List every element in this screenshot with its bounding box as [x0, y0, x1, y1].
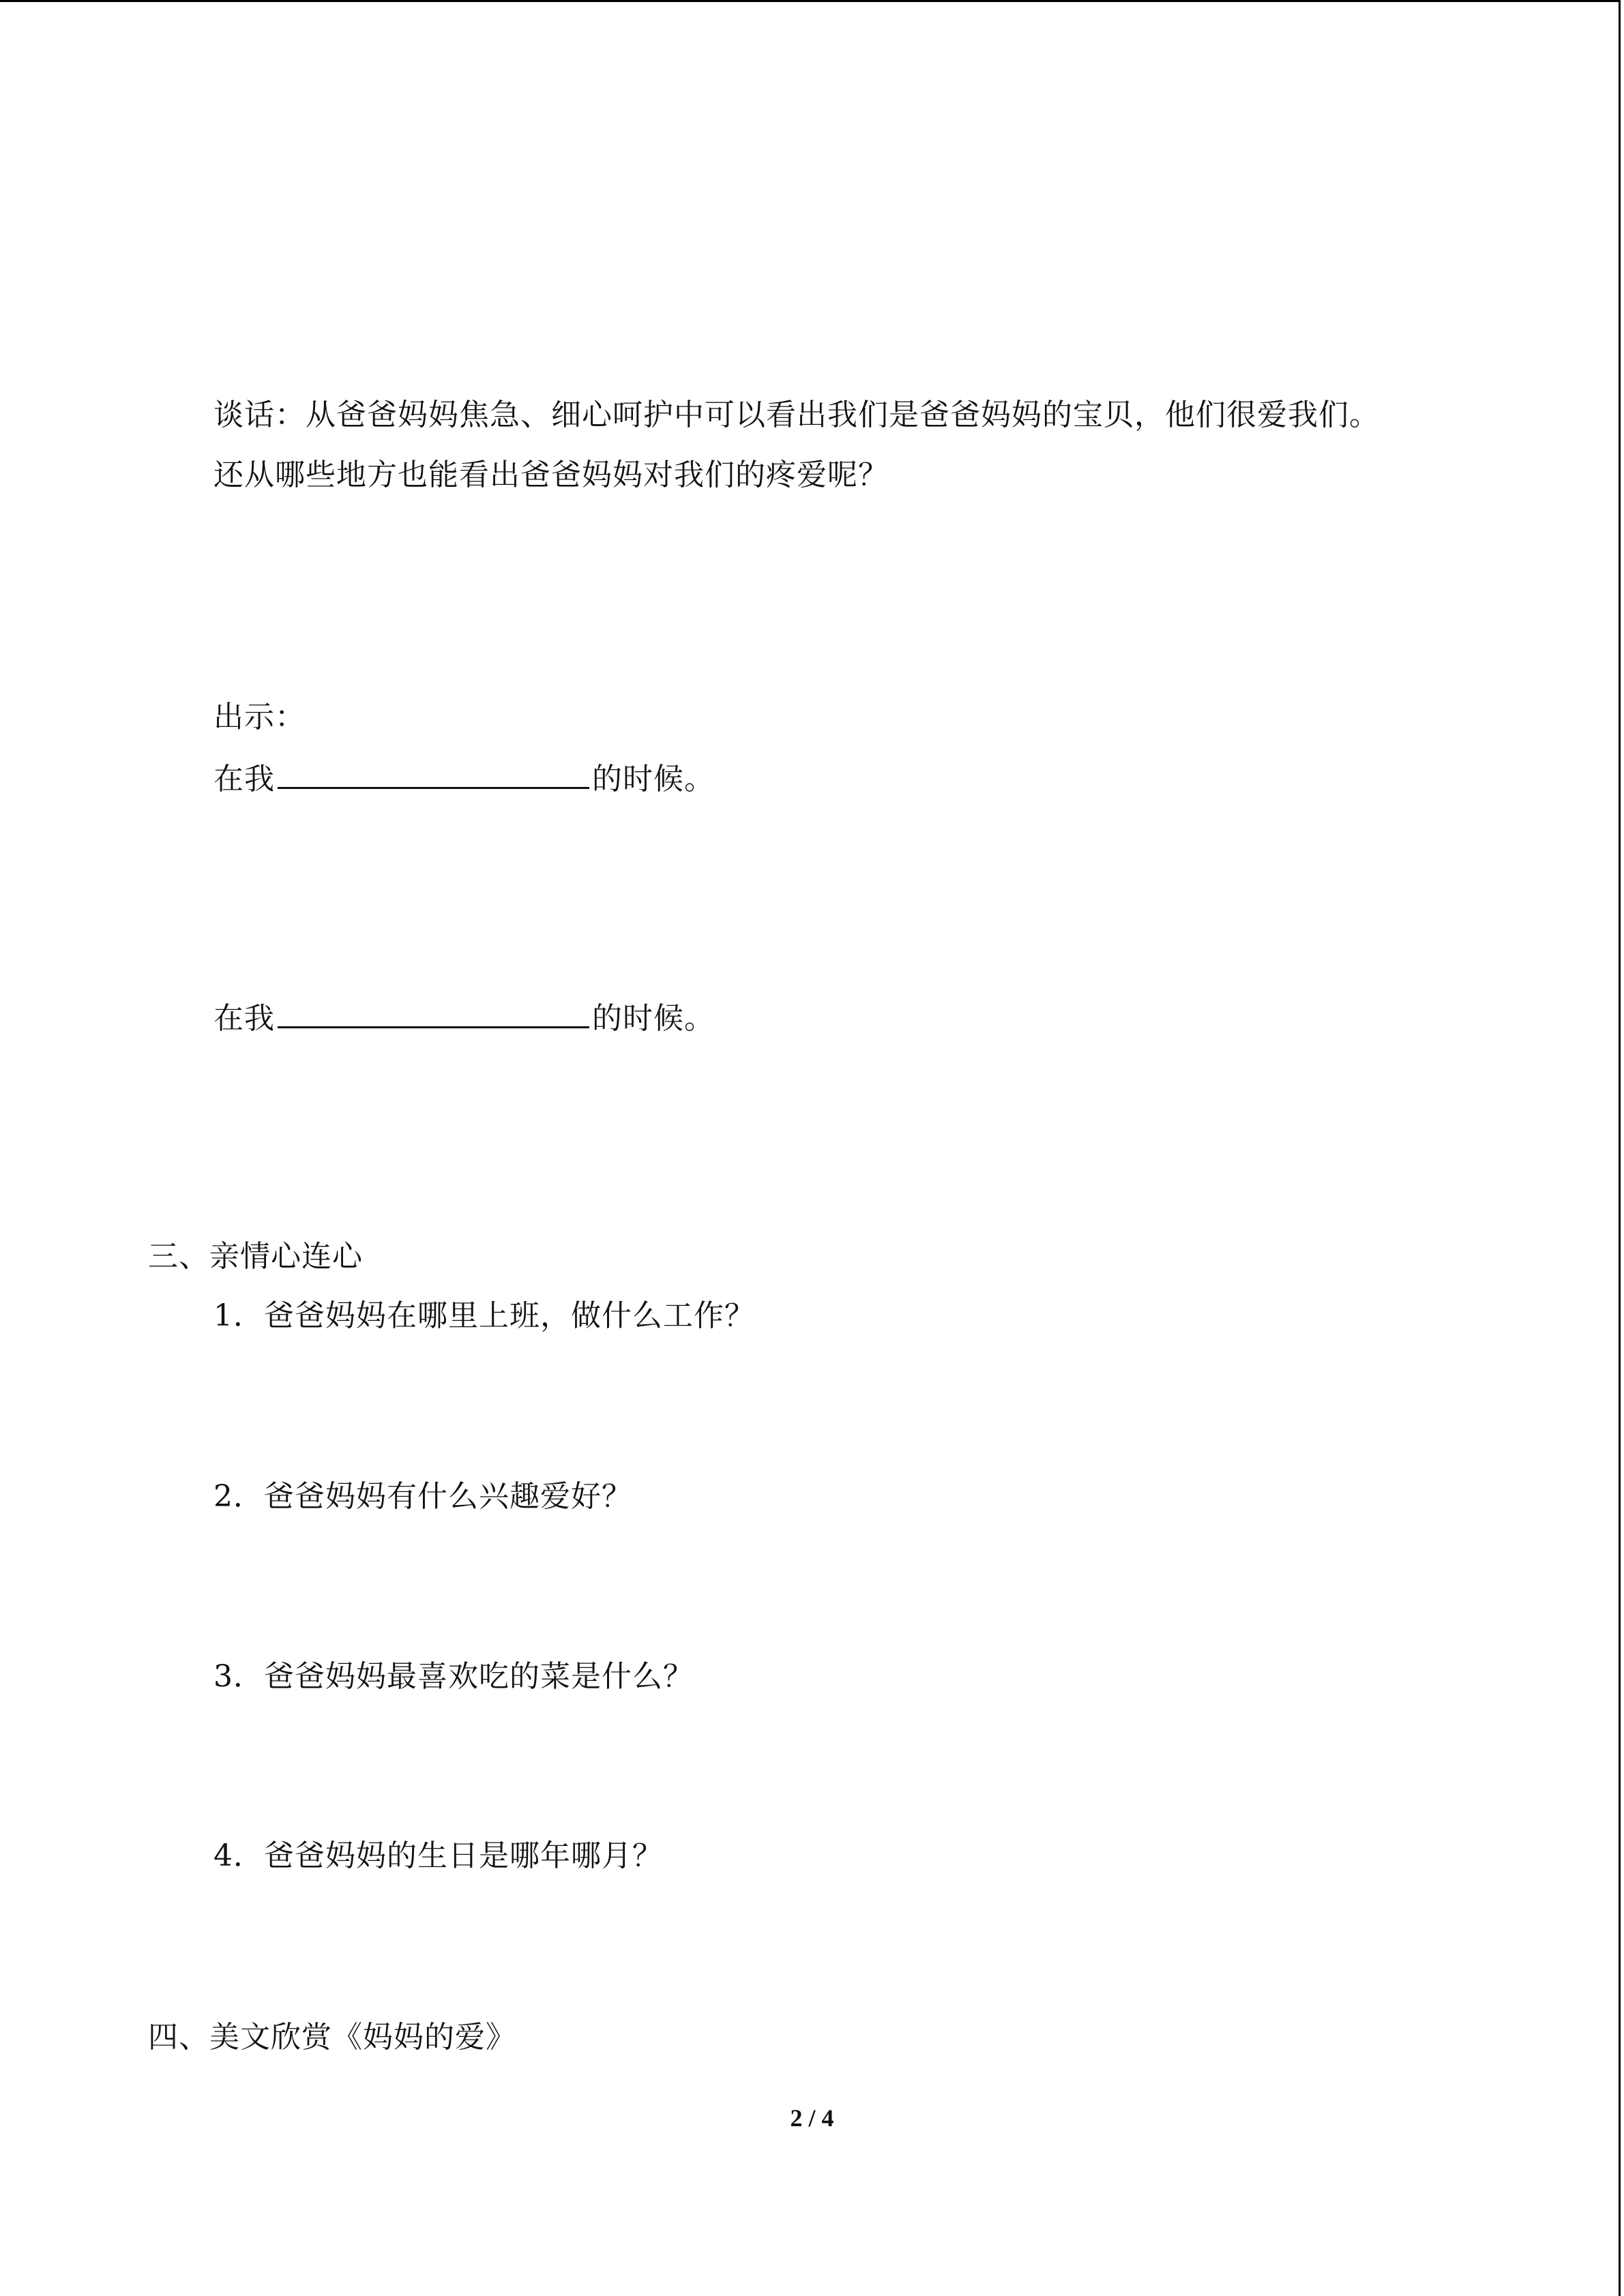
fill-in-line-2: [213, 996, 715, 1038]
answer-blank-1[interactable]: [278, 757, 589, 789]
question-2: 2．爸爸妈妈有什么兴趣爱好？: [213, 1479, 632, 1514]
talk-line-1: 谈话：从爸爸妈妈焦急、细心呵护中可以看出我们是爸爸妈妈的宝贝，他们很爱我们。: [213, 398, 1380, 432]
question-4: 4．爸爸妈妈的生日是哪年哪月？: [213, 1838, 663, 1873]
fill-in-suffix: 的时候。: [592, 1001, 715, 1036]
talk-line-2: 还从哪些地方也能看出爸爸妈妈对我们的疼爱呢？: [213, 458, 889, 492]
fill-in-line-1: [213, 757, 715, 799]
question-1: 1．爸爸妈妈在哪里上班，做什么工作？: [213, 1298, 755, 1333]
question-3: 3．爸爸妈妈最喜欢吃的菜是什么？: [213, 1659, 694, 1694]
fill-in-suffix: 的时候。: [592, 762, 715, 796]
fill-in-prefix: 在我: [213, 762, 275, 796]
section-3-heading: 三、亲情心连心: [148, 1239, 363, 1274]
section-4-heading: 四、美文欣赏《妈妈的爱》: [148, 2020, 516, 2055]
show-label: 出示：: [213, 700, 306, 734]
page-number: 2 / 4: [790, 2104, 834, 2132]
fill-in-prefix: 在我: [213, 1001, 275, 1036]
answer-blank-2[interactable]: [278, 996, 589, 1028]
